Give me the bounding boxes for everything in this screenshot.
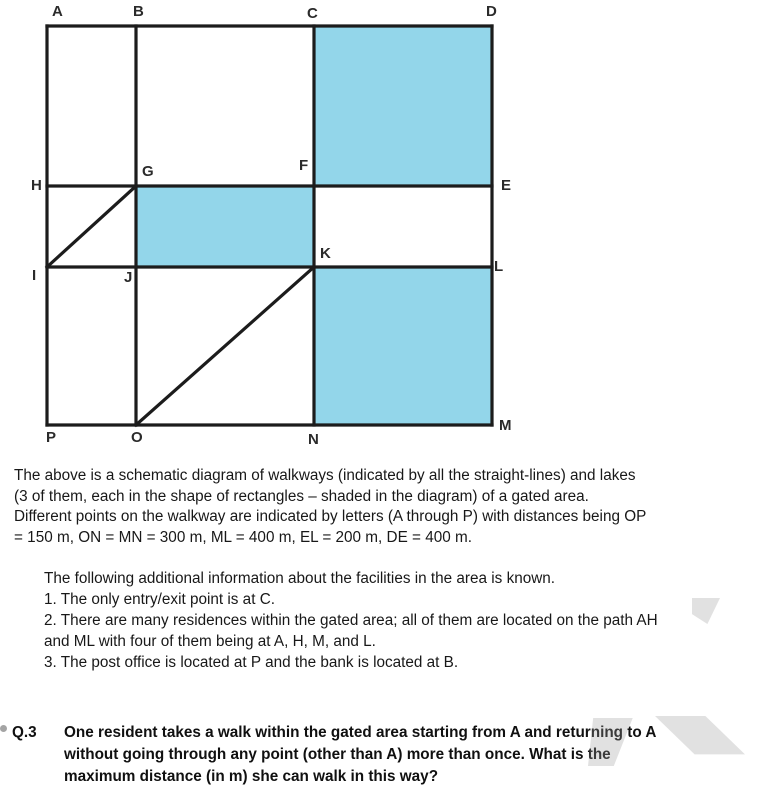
walkway-IG-diagonal	[47, 186, 136, 267]
passage-text	[14, 466, 774, 548]
lake-rectangle-gfkj	[136, 186, 314, 267]
vertex-label-K: K	[320, 245, 331, 262]
question-line-3: maximum distance (in m) she can walk in this way?	[64, 768, 439, 785]
walkway-OK-diagonal	[136, 267, 314, 425]
vertex-label-P: P	[46, 429, 57, 446]
vertex-label-L: L	[494, 258, 504, 275]
vertex-label-M: M	[499, 417, 512, 434]
question-line-1: One resident takes a walk within the gated area starting from A and returning to A	[64, 724, 657, 741]
facts-item-2-line-1: 2. There are many residences within the gated area; all of them are located on the path AH	[44, 612, 658, 629]
vertex-label-B: B	[133, 3, 144, 20]
vertex-label-G: G	[142, 163, 154, 180]
vertex-label-E: E	[501, 177, 512, 194]
passage-line-4: = 150 m, ON = MN = 300 m, ML = 400 m, EL = 200 m, DE = 400 m.	[14, 528, 472, 546]
facts-item-3: 3. The post office is located at P and the bank is located at B.	[44, 654, 459, 671]
vertex-label-A: A	[52, 3, 63, 20]
question-bullet-icon	[0, 725, 7, 732]
passage-line-1: The above is a schematic diagram of walkways (indicated by all the straight-lines) and lakes	[14, 467, 636, 484]
vertex-label-D: D	[486, 3, 497, 20]
facts-intro: The following additional information about the facilities in the area is known.	[44, 570, 556, 587]
vertex-label-F: F	[299, 157, 309, 174]
facts-item-2-line-2: and ML with four of them being at A, H, M, and L.	[44, 633, 376, 650]
vertex-label-N: N	[308, 431, 319, 448]
passage-line-3: Different points on the walkway are indicated by letters (A through P) with distances being OP	[14, 508, 647, 525]
question-line-2: without going through any point (other than A) more than once. What is the	[64, 746, 611, 763]
passage-line-2: (3 of them, each in the shape of rectangles – shaded in the diagram) of a gated area.	[14, 487, 589, 505]
vertex-label-O: O	[131, 429, 143, 446]
vertex-label-I: I	[32, 267, 37, 284]
lake-rectangle-klmn	[314, 268, 492, 425]
facts-item-1: 1. The only entry/exit point is at C.	[44, 591, 275, 608]
vertex-label-J: J	[124, 269, 133, 286]
vertex-label-H: H	[31, 177, 42, 194]
vertex-label-C: C	[307, 5, 318, 22]
lake-rectangle-cdef	[314, 26, 492, 185]
question-number: Q.3	[12, 724, 37, 741]
additional-information	[44, 568, 776, 673]
question-text	[64, 722, 776, 788]
